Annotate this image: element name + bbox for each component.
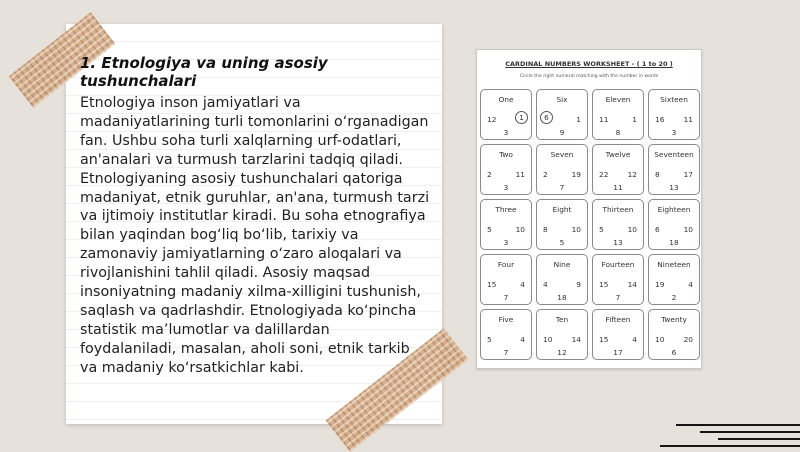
number-card (592, 309, 644, 360)
number-card (536, 199, 588, 250)
number-word: Seven (550, 150, 574, 159)
numeral-option: 5 (599, 225, 604, 234)
numeral-option: 12 (557, 348, 567, 357)
numeral-option: 8 (543, 225, 548, 234)
number-word: Eighteen (657, 205, 691, 214)
number-word: Eight (552, 205, 572, 214)
numeral-option: 15 (599, 280, 609, 289)
number-card (648, 199, 700, 250)
numeral-option: 10 (515, 225, 525, 234)
numeral-option: 1 (632, 115, 637, 124)
worksheet-title: CARDINAL NUMBERS WORKSHEET - ( 1 to 20 ) (505, 60, 673, 68)
decorative-line (676, 424, 800, 426)
numeral-option: 13 (613, 238, 623, 247)
number-card (480, 199, 532, 250)
numeral-option: 4 (632, 335, 637, 344)
decorative-line (700, 431, 800, 433)
numeral-option: 12 (487, 115, 497, 124)
numeral-option: 14 (627, 280, 637, 289)
decorative-line (660, 445, 800, 447)
numeral-option: 17 (683, 170, 693, 179)
numeral-option: 8 (615, 128, 621, 137)
numeral-option: 16 (655, 115, 665, 124)
number-word: Thirteen (602, 205, 634, 214)
numeral-option: 10 (627, 225, 637, 234)
numeral-option: 3 (503, 128, 509, 137)
number-card (592, 144, 644, 195)
circled-numeral: 1 (515, 111, 528, 124)
slide-title: 1. Etnologiya va uning asosiy tushunchalari (80, 54, 328, 90)
numeral-option: 12 (627, 170, 637, 179)
numeral-option: 1 (576, 115, 581, 124)
number-card (592, 199, 644, 250)
numeral-option: 2 (543, 170, 548, 179)
numeral-option: 3 (503, 183, 509, 192)
number-word: Fifteen (605, 315, 631, 324)
numeral-option: 11 (515, 170, 525, 179)
numeral-option: 14 (571, 335, 581, 344)
numeral-option: 13 (669, 183, 679, 192)
number-word: Sixteen (660, 95, 688, 104)
numeral-option: 18 (557, 293, 567, 302)
number-card (536, 89, 588, 140)
number-card (648, 309, 700, 360)
number-word: Nine (553, 260, 571, 269)
numeral-option: 6 (655, 225, 660, 234)
number-word: Twelve (605, 150, 631, 159)
numeral-option: 4 (520, 335, 525, 344)
numeral-option: 5 (487, 335, 492, 344)
numeral-option: 5 (487, 225, 492, 234)
numeral-option: 3 (671, 128, 677, 137)
decorative-line (718, 438, 800, 440)
numeral-option: 2 (487, 170, 492, 179)
worksheet-card-grid (480, 89, 700, 360)
number-word: Seventeen (654, 150, 694, 159)
numeral-option: 5 (559, 238, 565, 247)
numeral-option: 7 (503, 293, 509, 302)
numeral-option: 11 (683, 115, 693, 124)
numeral-option: 19 (571, 170, 581, 179)
worksheet-subtitle: Circle the right numeral matching with the number in words (519, 74, 659, 79)
number-card (480, 254, 532, 305)
numeral-option: 4 (688, 280, 693, 289)
numeral-option: 22 (599, 170, 609, 179)
number-word: Two (499, 150, 513, 159)
numeral-option: 4 (520, 280, 525, 289)
number-word: Fourteen (601, 260, 635, 269)
numeral-option: 15 (599, 335, 609, 344)
number-word: Eleven (605, 95, 631, 104)
numeral-option: 10 (571, 225, 581, 234)
number-card (536, 144, 588, 195)
number-word: Ten (555, 315, 569, 324)
number-card (648, 254, 700, 305)
number-word: One (498, 95, 514, 104)
numeral-option: 7 (503, 348, 509, 357)
number-card (648, 89, 700, 140)
number-card (648, 144, 700, 195)
numeral-option: 6 (671, 348, 677, 357)
number-word: Five (498, 315, 514, 324)
number-card (592, 89, 644, 140)
number-word: Three (495, 205, 517, 214)
number-card (536, 254, 588, 305)
number-card (480, 309, 532, 360)
circled-numeral: 6 (540, 111, 553, 124)
slide-body-text: Etnologiya inson jamiyatlari va madaniyatlarining turli tomonlarini o‘rganadigan fan. Ushbu soha turli xalqlarning urf-odatlari, an'analari va turmush tarzlarini tadqiq qiladi. Etnologiyaning asosiy tushunchalari qatoriga madaniyat, etnik guruhlar, an'ana, turmush tarzi va ijtimoiy institutlar kiradi. Bu soha etnografiya bilan yaqindan bog‘liq bo‘lib, tarixiy va zamonaviy jamiyatlarning o‘zaro aloqalari va rivojlanishini tahlil qiladi. Asosiy maqsad insoniyatning madaniy xilma-xilligini tushunish, saqlash va qadrlashdir. Etnologiyada ko‘pincha statistik ma’lumotlar va dalillardan foydalaniladi, masalan, aholi soni, etnik tarkib va madaniy ko‘rsatkichlar kabi. (80, 95, 430, 376)
numeral-option: 7 (615, 293, 621, 302)
number-card (592, 254, 644, 305)
number-word: Four (497, 260, 515, 269)
number-card (480, 144, 532, 195)
numeral-option: 10 (543, 335, 553, 344)
numeral-option: 11 (599, 115, 609, 124)
numeral-option: 2 (671, 293, 677, 302)
number-word: Nineteen (657, 260, 691, 269)
numeral-option: 18 (669, 238, 679, 247)
numeral-option: 4 (543, 280, 548, 289)
number-word: Six (556, 95, 568, 104)
numeral-option: 17 (613, 348, 623, 357)
numeral-option: 10 (683, 225, 693, 234)
number-card (536, 309, 588, 360)
numeral-option: 9 (576, 280, 581, 289)
numeral-option: 11 (613, 183, 623, 192)
numeral-option: 19 (655, 280, 665, 289)
numeral-option: 10 (655, 335, 665, 344)
number-card (480, 89, 532, 140)
numeral-option: 9 (559, 128, 565, 137)
numeral-option: 15 (487, 280, 497, 289)
numeral-option: 3 (503, 238, 509, 247)
numeral-option: 7 (559, 183, 565, 192)
number-word: Twenty (661, 315, 687, 324)
worksheet-image (476, 49, 702, 369)
numeral-option: 8 (655, 170, 660, 179)
numeral-option: 20 (683, 335, 693, 344)
